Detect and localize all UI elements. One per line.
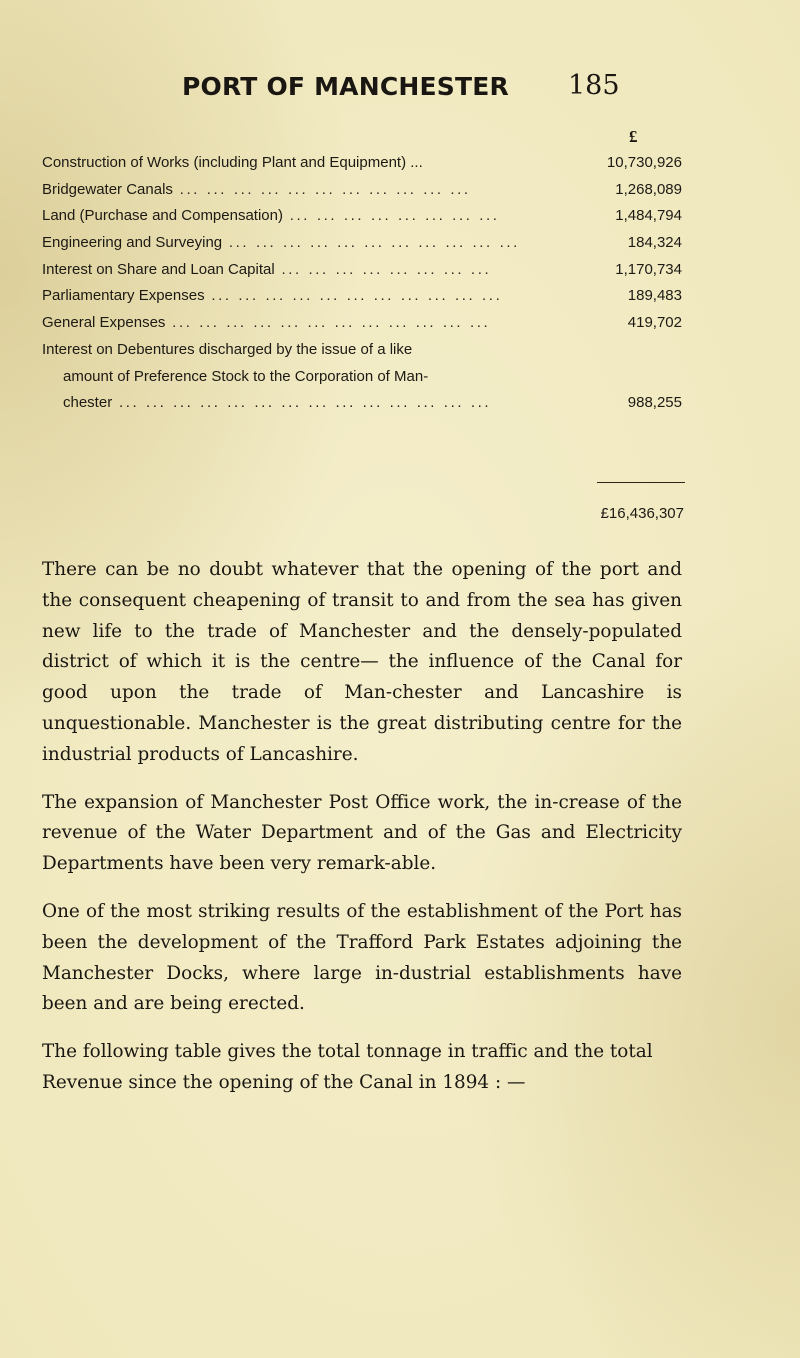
- dot-leader: ... ... ... ... ... ... ... ... ... ... ...: [172, 180, 471, 198]
- paragraph: There can be no doubt whatever that the opening of the port and the consequent cheapening of transit to and from the sea has given new life to the trade of Manchester and the densely-populated district of which it is the centre— the influence of the Canal for good upon the trade of Man-chester and Lancashire is unquestionable. Manchester is the great distributing centre for the industrial products of Lancashire.: [42, 559, 682, 765]
- ledger-row-interest-share-loan: [42, 257, 702, 284]
- ledger-row-parliamentary: [42, 283, 702, 310]
- ledger-row-description: Parliamentary Expenses: [42, 287, 205, 305]
- ledger-row-bridgewater: [42, 177, 702, 204]
- page-header: [0, 72, 800, 112]
- ledger-row-description: Interest on Share and Loan Capital: [42, 260, 275, 278]
- ledger-row-description-line: amount of Preference Stock to the Corporation of Man-: [63, 367, 429, 385]
- paragraph: One of the most striking results of the establishment of the Port has been the development of the Trafford Park Estates adjoining the Manchester Docks, where large in-dustrial establishments have been and are being erected.: [42, 900, 682, 1015]
- ledger-row-amount: 184,324: [627, 234, 682, 252]
- ledger-row-description-line: Interest on Debentures discharged by the issue of a like: [42, 340, 413, 358]
- currency-column-header: £: [629, 127, 638, 146]
- dot-leader: ... ... ... ... ... ... ... ...: [274, 260, 492, 278]
- ledger-row-general: [42, 310, 702, 337]
- paragraph: The following table gives the total tonnage in traffic and the total Revenue since the opening of the Canal in 1894 : —: [42, 1041, 653, 1093]
- ledger-row-land: [42, 203, 702, 230]
- dot-leader: ... ... ... ... ... ... ... ... ... ... ... ... ... ...: [112, 394, 492, 412]
- dot-leader: ... ... ... ... ... ... ... ... ... ... ...: [204, 287, 503, 305]
- total-rule: [597, 482, 685, 483]
- body-text: [42, 555, 682, 1116]
- ledger-row-debentures: [42, 337, 702, 417]
- ledger-row-engineering: [42, 230, 702, 257]
- ledger-row-amount: 1,268,089: [615, 180, 682, 198]
- ledger-row-amount: 419,702: [627, 314, 682, 332]
- ledger-row-amount: 10,730,926: [606, 154, 682, 171]
- dot-leader: ... ... ... ... ... ... ... ... ... ... ... ...: [165, 314, 491, 332]
- ledger-row-description: Bridgewater Canals: [42, 180, 173, 198]
- paragraph: The expansion of Manchester Post Office work, the in-crease of the revenue of the Water Department and of the Gas and Electricity Departments have been very remark-able.: [42, 791, 682, 875]
- dot-leader: ... ... ... ... ... ... ... ...: [282, 207, 500, 225]
- ledger-row-amount: 1,484,794: [615, 207, 682, 225]
- expenditure-ledger: [42, 150, 702, 417]
- ledger-row-construction: [42, 150, 702, 177]
- running-title: PORT OF MANCHESTER: [182, 72, 509, 101]
- ledger-row-description: Construction of Works (including Plant and Equipment) ...: [42, 154, 423, 171]
- ledger-row-description: General Expenses: [42, 314, 166, 332]
- page-number: 185: [568, 70, 620, 101]
- ledger-row-amount: 189,483: [627, 287, 682, 305]
- ledger-row-description: Engineering and Surveying: [42, 234, 223, 252]
- ledger-total: £16,436,307: [600, 505, 684, 522]
- ledger-row-amount: 988,255: [627, 394, 682, 412]
- ledger-row-description: Land (Purchase and Compensation): [42, 207, 283, 225]
- dot-leader: ... ... ... ... ... ... ... ... ... ... ...: [222, 234, 520, 252]
- ledger-row-amount: 1,170,734: [615, 260, 682, 278]
- ledger-row-description-line: chester: [63, 394, 113, 412]
